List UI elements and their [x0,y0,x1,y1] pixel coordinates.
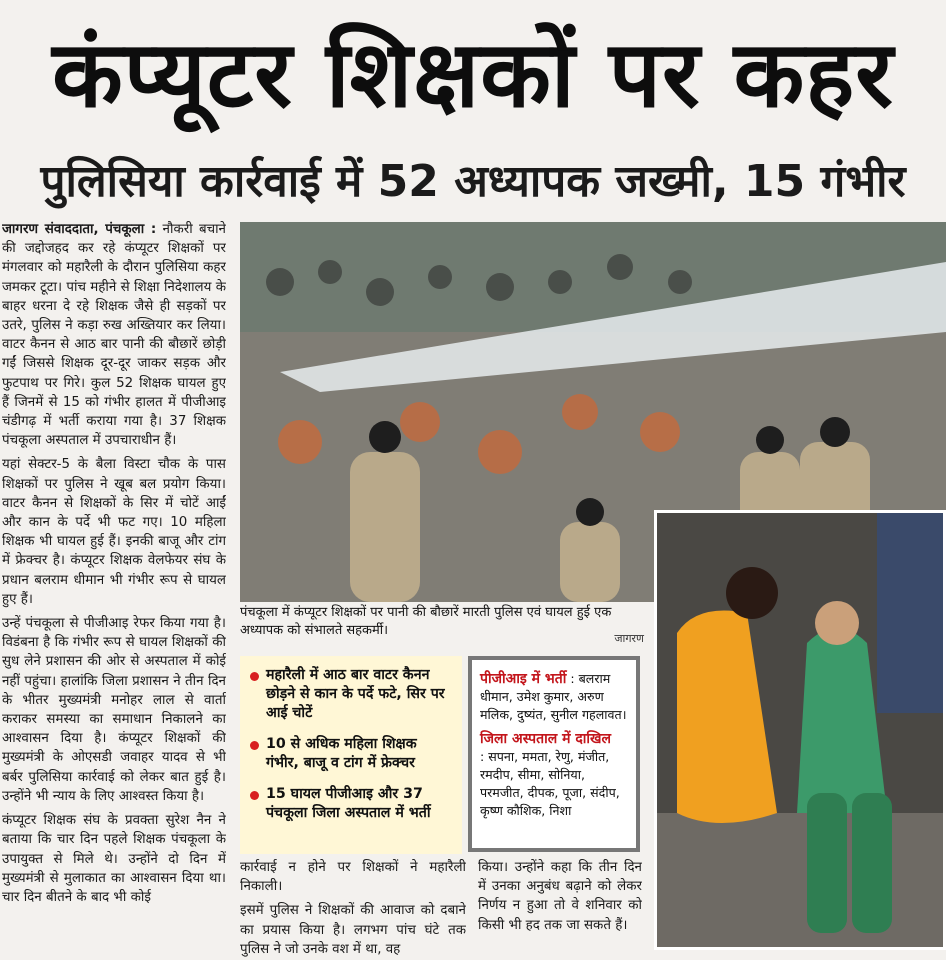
district-block [480,730,630,820]
subheadline: पुलिसिया कार्रवाई में 52 अध्यापक जख्मी, 15 गंभीर [40,156,906,207]
article-paragraph: इसमें पुलिस ने शिक्षकों की आवाज को दबाने का प्रयास किया है। लगभग पांच घंटे तक पुलिस ने जो उनके वश में था, वह [240,903,466,957]
pgi-heading: पीजीआइ में भर्ती [480,671,567,687]
headline: कंप्यूटर शिक्षकों पर कहर [52,20,894,128]
injured-list-box [468,656,640,852]
pgi-block [480,670,630,724]
district-heading: जिला अस्पताल में दाखिल [480,731,611,747]
article-text: नौकरी बचाने की जद्दोजहद कर रहे कंप्यूटर शिक्षकों पर मंगलवार को महारैली के दौरान पुलिसिया कहर जमकर टूटा। पांच महीने से शिक्षा निदेशालय के बाहर धरना दे रहे शिक्षक जैसे ही सड़कों पर उतरे, पुलिस ने कड़ा रुख अख्तियार कर लिया। वाटर कैनन से आठ बार पानी की बौछारें छोड़ी गईं जिससे शिक्षक दूर-दूर जाकर सड़क और फुटपाथ पर गिरे। कुल 52 शिक्षक घायल हुए हैं जिनमें से 15 को गंभीर हालत में पीजीआइ चंडीगढ़ में भर्ती कराया गया है। 37 शिक्षक पंचकूला अस्पताल में उपचाराधीन हैं। [2,222,226,449]
highlight-item: महारैली में आठ बार वाटर कैनन छोड़ने से कान के पर्दे फटे, सिर पर आई चोटें [250,666,454,723]
article-paragraph [2,220,226,450]
caption-text: पंचकूला में कंप्यूटर शिक्षकों पर पानी की बौछारें मारती पुलिस एवं घायल हुई एक अध्यापक को संभालते सहकर्मी। [240,605,612,638]
photo-credit: जागरण [614,632,644,645]
highlights-list [240,656,462,823]
article-paragraph: किया। उन्होंने कहा कि तीन दिन में उनका अनुबंध बढ़ाने को लेकर निर्णय न हुआ तो वे शनिवार को किसी भी हद तक जा सकते हैं। [478,860,642,933]
article-paragraph: कार्रवाई न होने पर शिक्षकों ने महारैली निकाली। [240,860,466,895]
article-paragraph: कंप्यूटर शिक्षक संघ के प्रवक्ता सुरेश नैन ने बताया कि चार दिन पहले शिक्षक पंचकूला के उपायुक्त से मिले थे। उन्होंने दो दिन में मुख्यमंत्री से मुलाकात का आश्वासन दिया था। चार दिन बीतने के बाद भी कोई [2,813,226,905]
highlight-item: 10 से अधिक महिला शिक्षक गंभीर, बाजू व टांग में फ्रेक्चर [250,735,454,773]
pgi-names: : बलराम धीमान, उमेश कुमार, अरुण मलिक, दुष्यंत, सुनील गहलावत। [480,671,627,722]
article-paragraph: यहां सेक्टर-5 के बैला विस्टा चौक के पास शिक्षकों पर पुलिस ने खूब बल प्रयोग किया। वाटर कैनन से शिक्षकों के सिर में चोटें आईं और कान के पर्दे भी फट गए। 10 महिला शिक्षक भी घायल हुई हैं। इनकी बाजू और टांग में फ्रेक्चर है। कंप्यूटर शिक्षक वेलफेयर संघ के प्रधान बलराम धीमान भी गंभीर रूप से घायल हुए हैं। [2,457,226,607]
photo-caption [240,604,652,652]
injured-teacher-illustration [657,513,943,947]
injured-teacher-photo [654,510,946,950]
article-paragraph: उन्हें पंचकूला से पीजीआइ रेफर किया गया है। विडंबना है कि गंभीर रूप से घायल शिक्षकों की सुध लेने प्रशासन की ओर से अस्पताल में कोई नहीं पहुंचा। हालांकि जिला प्रशासन ने तीन दिन के भीतर मुख्यमंत्री मनोहर लाल से वार्ता कराकर समस्या का समाधान निकालने का आश्वासन दिया है। कंप्यूटर शिक्षकों की मुख्यमंत्री के ओएसडी जवाहर यादव से भी बर्बर पुलिसिया कार्रवाई को लेकर बात हुई है। उन्होंने भी न्याय के लिए आश्वस्त किया है। [2,616,226,804]
highlight-item: 15 घायल पीजीआइ और 37 पंचकूला जिला अस्पताल में भर्ती [250,785,454,823]
dateline: जागरण संवाददाता, पंचकूला : [2,222,157,237]
article-column-3 [478,858,642,960]
article-column-2 [240,858,466,960]
highlights-box [240,656,462,854]
article-column-1 [2,220,226,960]
district-names: : सपना, ममता, रेणु, मंजीत, रमदीप, सीमा, सोनिया, परमजीत, दीपक, पूजा, संदीप, कृष्ण कौशिक, निशा [480,749,620,818]
